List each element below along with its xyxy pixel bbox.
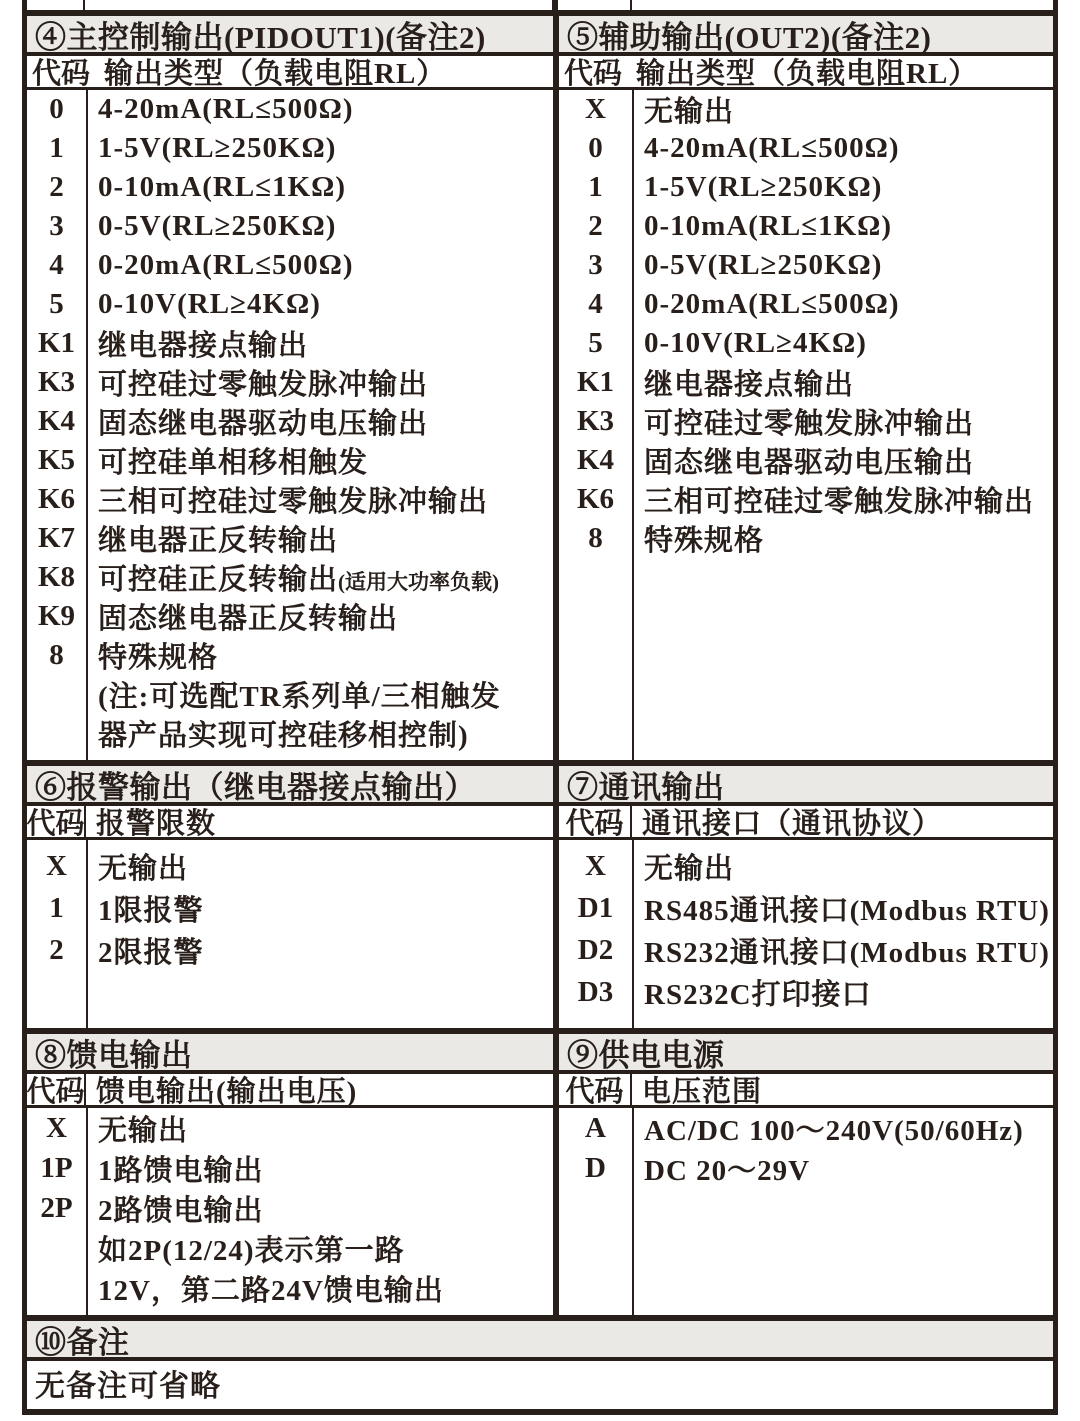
- row-code: 1: [49, 891, 64, 924]
- table-row: [559, 971, 1053, 1013]
- section-remarks: [27, 1315, 1053, 1415]
- table-remnant-line: [83, 0, 85, 10]
- column-header-row: [27, 806, 553, 840]
- row-desc: 继电器正反转输出: [98, 525, 339, 557]
- row-code: 2: [588, 210, 603, 242]
- table-band-outputs: [27, 10, 1053, 760]
- table-row: [27, 207, 553, 246]
- section-title: ⑧馈电输出: [35, 1037, 193, 1073]
- table-row: [27, 636, 553, 675]
- row-desc: 0-5V(RL≥250KΩ): [644, 249, 883, 281]
- section-title: ⑨供电电源: [567, 1037, 725, 1073]
- row-desc: 无输出: [98, 1114, 189, 1147]
- row-desc: 特殊规格: [98, 642, 219, 674]
- table-row: [559, 480, 1053, 519]
- row-code: K6: [37, 483, 76, 515]
- table-band-alarm-comm: [27, 760, 1053, 1028]
- table-row: [27, 324, 553, 363]
- row-code: 1: [588, 171, 603, 203]
- table-row: [559, 1148, 1053, 1188]
- section-title: ⑤辅助输出(OUT2)(备注2): [567, 19, 932, 55]
- row-code: 5: [49, 288, 64, 320]
- row-code: X: [585, 93, 606, 125]
- table-row: [559, 929, 1053, 971]
- table-row: [27, 558, 553, 597]
- table-row: [27, 1188, 553, 1228]
- row-desc: 1限报警: [98, 894, 204, 927]
- row-desc: RS485通讯接口(Modbus RTU): [644, 894, 1050, 927]
- table-remnant-line: [22, 0, 27, 10]
- section-header: [27, 766, 553, 806]
- desc-column-header: 通讯接口（通讯协议）: [642, 808, 943, 840]
- row-code: 0: [49, 93, 64, 125]
- row-code: K4: [37, 405, 76, 437]
- row-desc: 如2P(12/24)表示第一路: [98, 1234, 405, 1267]
- row-desc: 无输出: [644, 96, 735, 128]
- table-row: [27, 90, 553, 129]
- row-code: K5: [37, 444, 76, 476]
- row-desc: 三相可控硅过零触发脉冲输出: [644, 486, 1035, 518]
- row-code: 5: [588, 327, 603, 359]
- row-desc: 0-10V(RL≥4KΩ): [644, 327, 867, 359]
- row-code: K3: [576, 405, 615, 437]
- table-row: [27, 363, 553, 402]
- table-row: [27, 1148, 553, 1188]
- table-remnant-line: [630, 0, 632, 10]
- row-code: D2: [577, 933, 614, 966]
- table-row: [559, 402, 1053, 441]
- row-desc: DC 20～29V: [644, 1154, 811, 1187]
- row-desc: 0-10V(RL≥4KΩ): [98, 288, 321, 320]
- table-row: [27, 246, 553, 285]
- row-code: K1: [37, 327, 76, 359]
- table-row: [27, 597, 553, 636]
- row-code: 2: [49, 933, 64, 966]
- table-row: [27, 714, 553, 753]
- row-desc: 2路馈电输出: [98, 1194, 264, 1227]
- row-desc-main: 可控硅正反转输出: [98, 564, 339, 596]
- row-code: X: [46, 849, 67, 882]
- row-code: D: [585, 1151, 606, 1184]
- row-desc: 继电器接点输出: [644, 369, 855, 401]
- desc-column-header: 馈电输出(输出电压): [96, 1076, 358, 1108]
- section-feed-power-output: [27, 1034, 559, 1315]
- table-remnant-line: [1053, 0, 1058, 10]
- table-row: [559, 207, 1053, 246]
- section-body: [27, 1108, 553, 1315]
- column-header-row: [559, 1074, 1053, 1108]
- section-title: ⑥报警输出（继电器接点输出）: [35, 769, 476, 805]
- code-column-header: 代码: [559, 1074, 632, 1105]
- desc-column-header: 电压范围: [642, 1076, 763, 1108]
- section-title: ⑦通讯输出: [567, 769, 725, 805]
- code-column-header: 代码: [26, 808, 85, 840]
- section-header: [559, 16, 1053, 56]
- row-code: 4: [49, 249, 64, 281]
- table-row: [27, 1228, 553, 1268]
- row-desc: 固态继电器正反转输出: [98, 603, 399, 635]
- table-row: [27, 402, 553, 441]
- table-row: [27, 675, 553, 714]
- row-desc: [86, 557, 499, 598]
- row-desc: 无输出: [644, 852, 735, 885]
- table-row: [559, 845, 1053, 887]
- column-header-row: [27, 1074, 553, 1108]
- section-power-supply: [559, 1034, 1053, 1315]
- table-row: [559, 129, 1053, 168]
- table-row: [27, 929, 553, 971]
- table-row: [27, 845, 553, 887]
- code-column-header: 代码: [26, 1076, 85, 1108]
- row-code: 1P: [40, 1151, 73, 1184]
- table-row: [559, 1108, 1053, 1148]
- code-column-header: 代码: [564, 58, 623, 90]
- row-desc: RS232C打印接口: [644, 978, 872, 1011]
- section-header: [27, 16, 553, 56]
- row-desc: 特殊规格: [644, 525, 765, 557]
- code-column-header: 代码: [559, 806, 632, 837]
- row-desc: 可控硅单相移相触发: [98, 447, 369, 479]
- row-code: 4: [588, 288, 603, 320]
- table-row: [559, 90, 1053, 129]
- column-header-row: [27, 56, 553, 90]
- row-code: 3: [588, 249, 603, 281]
- table-row: [27, 129, 553, 168]
- ordering-code-table: [22, 10, 1058, 1415]
- row-desc-note: (适用大功率负载): [338, 570, 500, 594]
- row-code: 2: [49, 171, 64, 203]
- row-desc: 0-20mA(RL≤500Ω): [644, 288, 900, 320]
- row-code: 3: [49, 210, 64, 242]
- section-body: [559, 1108, 1053, 1315]
- row-desc: RS232通讯接口(Modbus RTU): [644, 936, 1050, 969]
- row-desc: 1-5V(RL≥250KΩ): [644, 171, 883, 203]
- table-row: [27, 441, 553, 480]
- row-desc: 12V，第二路24V馈电输出: [98, 1274, 444, 1307]
- column-header-row: [559, 56, 1053, 90]
- desc-column-header: 输出类型（负载电阻RL）: [636, 58, 979, 90]
- table-row: [559, 285, 1053, 324]
- row-desc: 可控硅过零触发脉冲输出: [644, 408, 975, 440]
- row-desc: 器产品实现可控硅移相控制): [98, 720, 469, 752]
- table-row: [559, 519, 1053, 558]
- table-row: [559, 168, 1053, 207]
- row-desc: 4-20mA(RL≤500Ω): [98, 93, 354, 125]
- section-body: [559, 840, 1053, 1028]
- row-desc: 4-20mA(RL≤500Ω): [644, 132, 900, 164]
- row-code: X: [46, 1111, 67, 1144]
- table-row: [559, 441, 1053, 480]
- desc-column-header: 报警限数: [96, 808, 217, 840]
- row-code: 2P: [40, 1191, 73, 1224]
- table-row: [27, 1108, 553, 1148]
- table-row: [27, 168, 553, 207]
- section-header: [27, 1321, 1053, 1361]
- section-header: [27, 1034, 553, 1074]
- section-title: ④主控制输出(PIDOUT1)(备注2): [35, 19, 486, 55]
- table-row: [27, 1268, 553, 1308]
- section-alarm-output: [27, 766, 559, 1028]
- section-header: [559, 766, 1053, 806]
- row-desc: 0-10mA(RL≤1KΩ): [98, 171, 347, 203]
- row-desc: (注:可选配TR系列单/三相触发: [98, 681, 501, 713]
- row-desc: 2限报警: [98, 936, 204, 969]
- table-row: [559, 324, 1053, 363]
- row-code: 8: [49, 639, 64, 671]
- table-row: [27, 285, 553, 324]
- table-row: [559, 887, 1053, 929]
- row-code: K4: [576, 444, 615, 476]
- row-code: K3: [37, 366, 76, 398]
- row-desc: 固态继电器驱动电压输出: [98, 408, 429, 440]
- row-desc: 1-5V(RL≥250KΩ): [98, 132, 337, 164]
- row-code: K8: [37, 561, 76, 593]
- row-code: 1: [49, 132, 64, 164]
- row-code: D1: [577, 891, 614, 924]
- row-code: 8: [588, 522, 603, 554]
- row-code: A: [585, 1111, 606, 1144]
- row-desc: AC/DC 100～240V(50/60Hz): [644, 1114, 1024, 1147]
- section-header: [559, 1034, 1053, 1074]
- section-body: [27, 90, 553, 760]
- desc-column-header: 输出类型（负载电阻RL）: [104, 58, 447, 90]
- section-body: [559, 90, 1053, 760]
- row-desc: 可控硅过零触发脉冲输出: [98, 369, 429, 401]
- row-desc: 0-20mA(RL≤500Ω): [98, 249, 354, 281]
- row-code: K7: [37, 522, 76, 554]
- row-code: K1: [576, 366, 615, 398]
- column-header-row: [559, 806, 1053, 840]
- row-code: 0: [588, 132, 603, 164]
- section-comm-output: [559, 766, 1053, 1028]
- table-row: [27, 519, 553, 558]
- row-code: K9: [37, 600, 76, 632]
- table-row: [27, 480, 553, 519]
- table-band-feed-power: [27, 1028, 1053, 1315]
- row-desc: 0-10mA(RL≤1KΩ): [644, 210, 893, 242]
- row-code: D3: [577, 975, 614, 1008]
- table-remnant-line: [552, 0, 558, 10]
- row-desc: 无输出: [98, 852, 189, 885]
- section-title: ⑩备注: [35, 1324, 130, 1360]
- row-desc: 固态继电器驱动电压输出: [644, 447, 975, 479]
- table-row: [559, 363, 1053, 402]
- row-desc: 0-5V(RL≥250KΩ): [98, 210, 337, 242]
- row-desc: 三相可控硅过零触发脉冲输出: [98, 486, 489, 518]
- section-main-control-output: [27, 16, 559, 760]
- table-row: [559, 246, 1053, 285]
- row-desc: 继电器接点输出: [98, 330, 309, 362]
- row-code: K6: [576, 483, 615, 515]
- code-column-header: 代码: [32, 58, 91, 90]
- row-desc: 1路馈电输出: [98, 1154, 264, 1187]
- remark-text: 无备注可省略: [35, 1370, 221, 1403]
- section-body: [27, 840, 553, 1028]
- section-aux-output: [559, 16, 1053, 760]
- row-code: X: [585, 849, 606, 882]
- table-row: [27, 887, 553, 929]
